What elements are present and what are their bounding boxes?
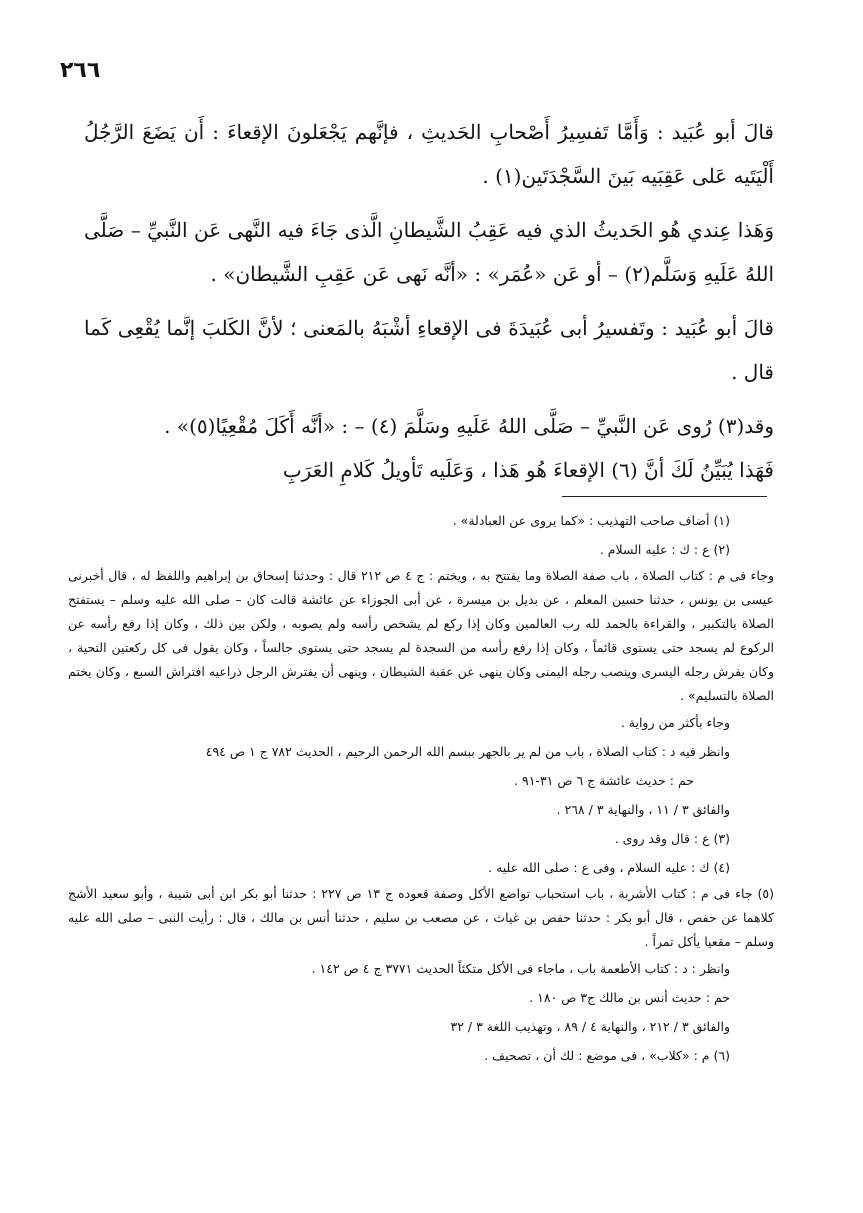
footnote-4: (٤) ك : عليه السلام ، وفى ع : صلى الله عليه . <box>488 860 730 875</box>
footnote-1: (١) أضاف صاحب التهذيب : «كما يروى عن العبادلة» . <box>452 513 730 528</box>
footnote-6: (٦) م : «كلاب» ، فى موضع : لك أن ، تصحيف . <box>484 1048 730 1063</box>
paragraph-shaitan-heel: وَهَذا عِندي هُو الحَديثُ الذي فيه عَقِبُ الشَّيطانِ الَّذى جَاءَ فيه النَّهى عَن النَّبيِّ – صَلَّى اللهُ عَلَيهِ وَسَلَّم(٢) – أو عَن «عُمَر» : «أنَّه نَهى عَن عَقِبِ الشَّيطان» . <box>84 218 774 286</box>
footnote-5-faiq: والفائق ٣ / ٢١٢ ، والنهاية ٤ / ٨٩ ، وتهذيب اللغة ٣ / ٣٢ <box>450 1019 730 1034</box>
footnote-2-musnad: حم : حديث عائشة ج ٦ ص ٣١-٩١ . <box>514 773 694 788</box>
main-text <box>84 110 774 492</box>
footnote-3: (٣) ع : قال وقد روى . <box>614 831 730 846</box>
footnote-2: (٢) ع : ك : عليه السلام . <box>599 542 730 557</box>
paragraph-muqiyan: وقد(٣) رُوى عَن النَّبيِّ – صَلَّى اللهُ عَلَيهِ وسَلَّمَ (٤) – : «أنَّه أَكَلَ مُقْعِيًا(٥)» . <box>164 414 774 438</box>
paragraph-abu-ubaida-tafsir: قالَ أبو عُبَيد : وتَفسيرُ أبى عُبَيدَةَ فى الإقعاءِ أشْبَهُ بالمَعنى ؛ لأنَّ الكَلبَ إنَّما يُقْعِى كَما قال . <box>84 316 774 384</box>
footnote-5-musnad: حم : حديث أنس بن مالك ج٣ ص ١٨٠ . <box>529 990 730 1005</box>
paragraph-conclusion: فَهَذا يُبَيِّنُ لَكَ أنَّ (٦) الإقعاءَ هُو هَذا ، وَعَلَيه تَأويلُ كَلامِ العَرَبِ <box>282 458 774 482</box>
paragraph-abu-ubaid-hadith: قالَ أبو عُبَيد : وَأَمَّا تَفسِيرُ أَصْحابِ الحَديثِ ، فإنَّهم يَجْعَلونَ الإقعاءَ : أَن يَضَعَ الرَّجُلُ أَلْيَتَيه عَلى عَقِبَيه بَينَ السَّجْدَتَين(١) . <box>84 120 774 188</box>
footnote-2-more: وجاء بأكثر من رواية . <box>620 715 730 730</box>
footnote-2-faiq: والفائق ٣ / ١١ ، والنهاية ٣ / ٢٦٨ . <box>556 802 730 817</box>
footnote-2-source: وجاء فى م : كتاب الصلاة ، باب صفة الصلاة وما يفتتح به ، ويختم : ج ٤ ص ٢١٢ قال : وحدثنا إسحاق بن إبراهيم واللفظ له ، قال أخبرنى عيسى بن يونس ، حدثنا حسين المعلم ، عن بديل بن ميسرة ، عن أبى الجوزاء عن عائشة قالت كان – صلى الله عليه وسلم – يستفتح الصلاة بالتكبير ، والقراءة بالحمد لله رب العالمين وكان إذا ركع لم يشخص رأسه ولم يصوبه ، ولكن بين ذلك ، وكان إذا رفع رأسه عن الركوع لم يسجد حتى يستوى قائماً ، وكان إذا رفع رأسه من السجدة لم يسجد حتى يستوى جالساً ، وكان يقول فى كل ركعتين التحية ، وكان يفرش رجله اليسرى وينصب رجله اليمنى وكان ينهى عن عقبة الشيطان ، وينهى أن يفترش الرجل ذراعيه افتراش السبع ، وكان يختم الصلاة بالتسليم» . <box>68 568 774 703</box>
page-number: ٢٦٦ <box>60 58 101 83</box>
footnote-5-abu-dawud: وانظر : د : كتاب الأطعمة باب ، ماجاء فى الأكل متكئاً الحديث ٣٧٧١ ج ٤ ص ١٤٢ . <box>311 961 730 976</box>
footnotes <box>68 506 774 1070</box>
footnote-2-abu-dawud: وانظر فيه د : كتاب الصلاة ، باب من لم ير بالجهر ببسم الله الرحمن الرحيم ، الحديث ٧٨٢ ج ١ ص ٤٩٤ <box>205 744 730 759</box>
footnote-divider <box>562 496 767 497</box>
footnote-5-source: (٥) جاء فى م : كتاب الأشربة ، باب استحباب تواضع الأكل وصفة قعوده ج ١٣ ص ٢٢٧ : حدثنا أبو بكر ابن أبى شيبة ، وأبو سعيد الأشج كلاهما عن حفص ، قال أبو بكر : حدثنا حفص بن غياث ، عن مصعب بن سليم ، حدثنا أنس بن مالك ، قال : رأيت النبى – صلى الله عليه وسلم – مقعيا يأكل تمراً . <box>68 886 774 949</box>
